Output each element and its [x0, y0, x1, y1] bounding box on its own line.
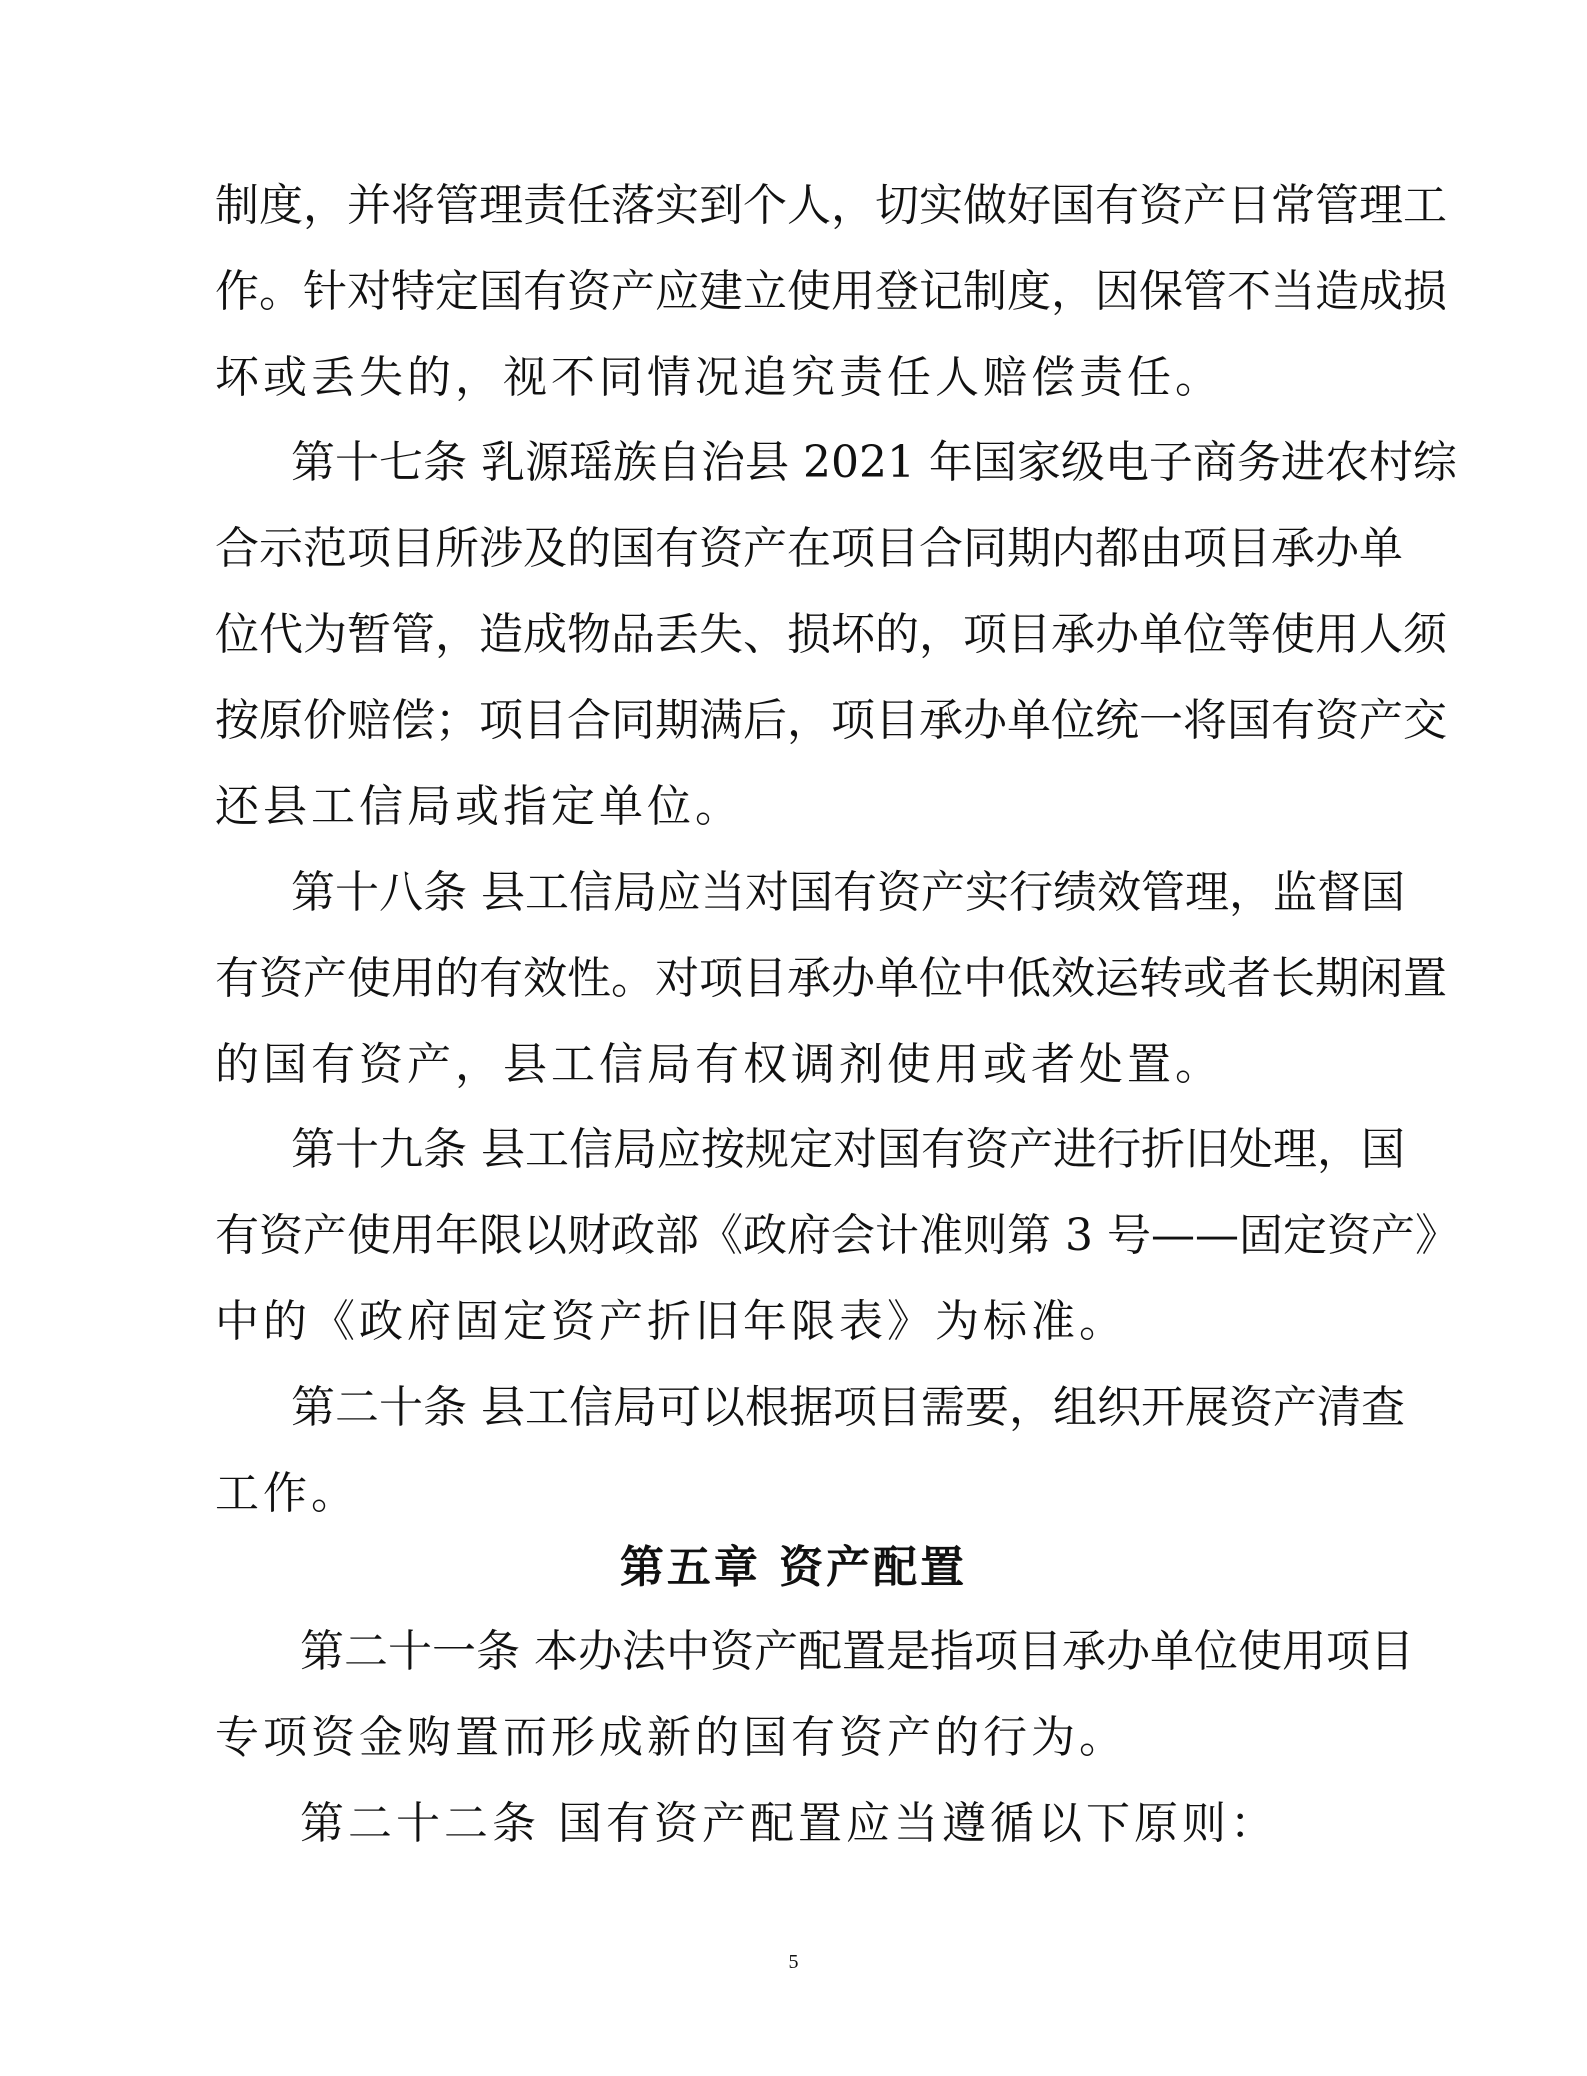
paragraph-line: 制度，并将管理责任落实到个人，切实做好国有资产日常管理工: [215, 180, 1447, 231]
paragraph-line: 有资产使用年限以财政部《政府会计准则第 3 号——固定资产》: [215, 1210, 1459, 1261]
chapter-heading: 第五章 资产配置: [619, 1542, 968, 1593]
paragraph-line: 位代为暂管，造成物品丢失、损坏的，项目承办单位等使用人须: [215, 609, 1447, 660]
paragraph-line: 专项资金购置而形成新的国有资产的行为。: [215, 1712, 1127, 1763]
paragraph-line: 作。针对特定国有资产应建立使用登记制度，因保管不当造成损: [215, 266, 1447, 317]
article-20-line: 第二十条 县工信局可以根据项目需要，组织开展资产清查: [291, 1382, 1405, 1433]
paragraph-line: 中的《政府固定资产折旧年限表》为标准。: [215, 1296, 1127, 1347]
paragraph-line: 工作。: [215, 1468, 359, 1519]
paragraph-line: 有资产使用的有效性。对项目承办单位中低效运转或者长期闲置: [215, 953, 1447, 1004]
paragraph-line: 坏或丢失的，视不同情况追究责任人赔偿责任。: [215, 352, 1223, 403]
paragraph-line: 还县工信局或指定单位。: [215, 781, 743, 832]
paragraph-line: 的国有资产，县工信局有权调剂使用或者处置。: [215, 1039, 1223, 1090]
article-22-line: 第二十二条 国有资产配置应当遵循以下原则：: [300, 1798, 1278, 1849]
article-19-line: 第十九条 县工信局应按规定对国有资产进行折旧处理，国: [291, 1124, 1405, 1175]
paragraph-line: 合示范项目所涉及的国有资产在项目合同期内都由项目承办单: [215, 523, 1403, 574]
article-17-line: 第十七条 乳源瑶族自治县 2021 年国家级电子商务进农村综: [291, 437, 1457, 488]
page-number: 5: [788, 1951, 799, 1973]
article-21-line: 第二十一条 本办法中资产配置是指项目承办单位使用项目: [300, 1626, 1414, 1677]
article-18-line: 第十八条 县工信局应当对国有资产实行绩效管理，监督国: [291, 867, 1405, 918]
paragraph-line: 按原价赔偿；项目合同期满后，项目承办单位统一将国有资产交: [215, 695, 1447, 746]
